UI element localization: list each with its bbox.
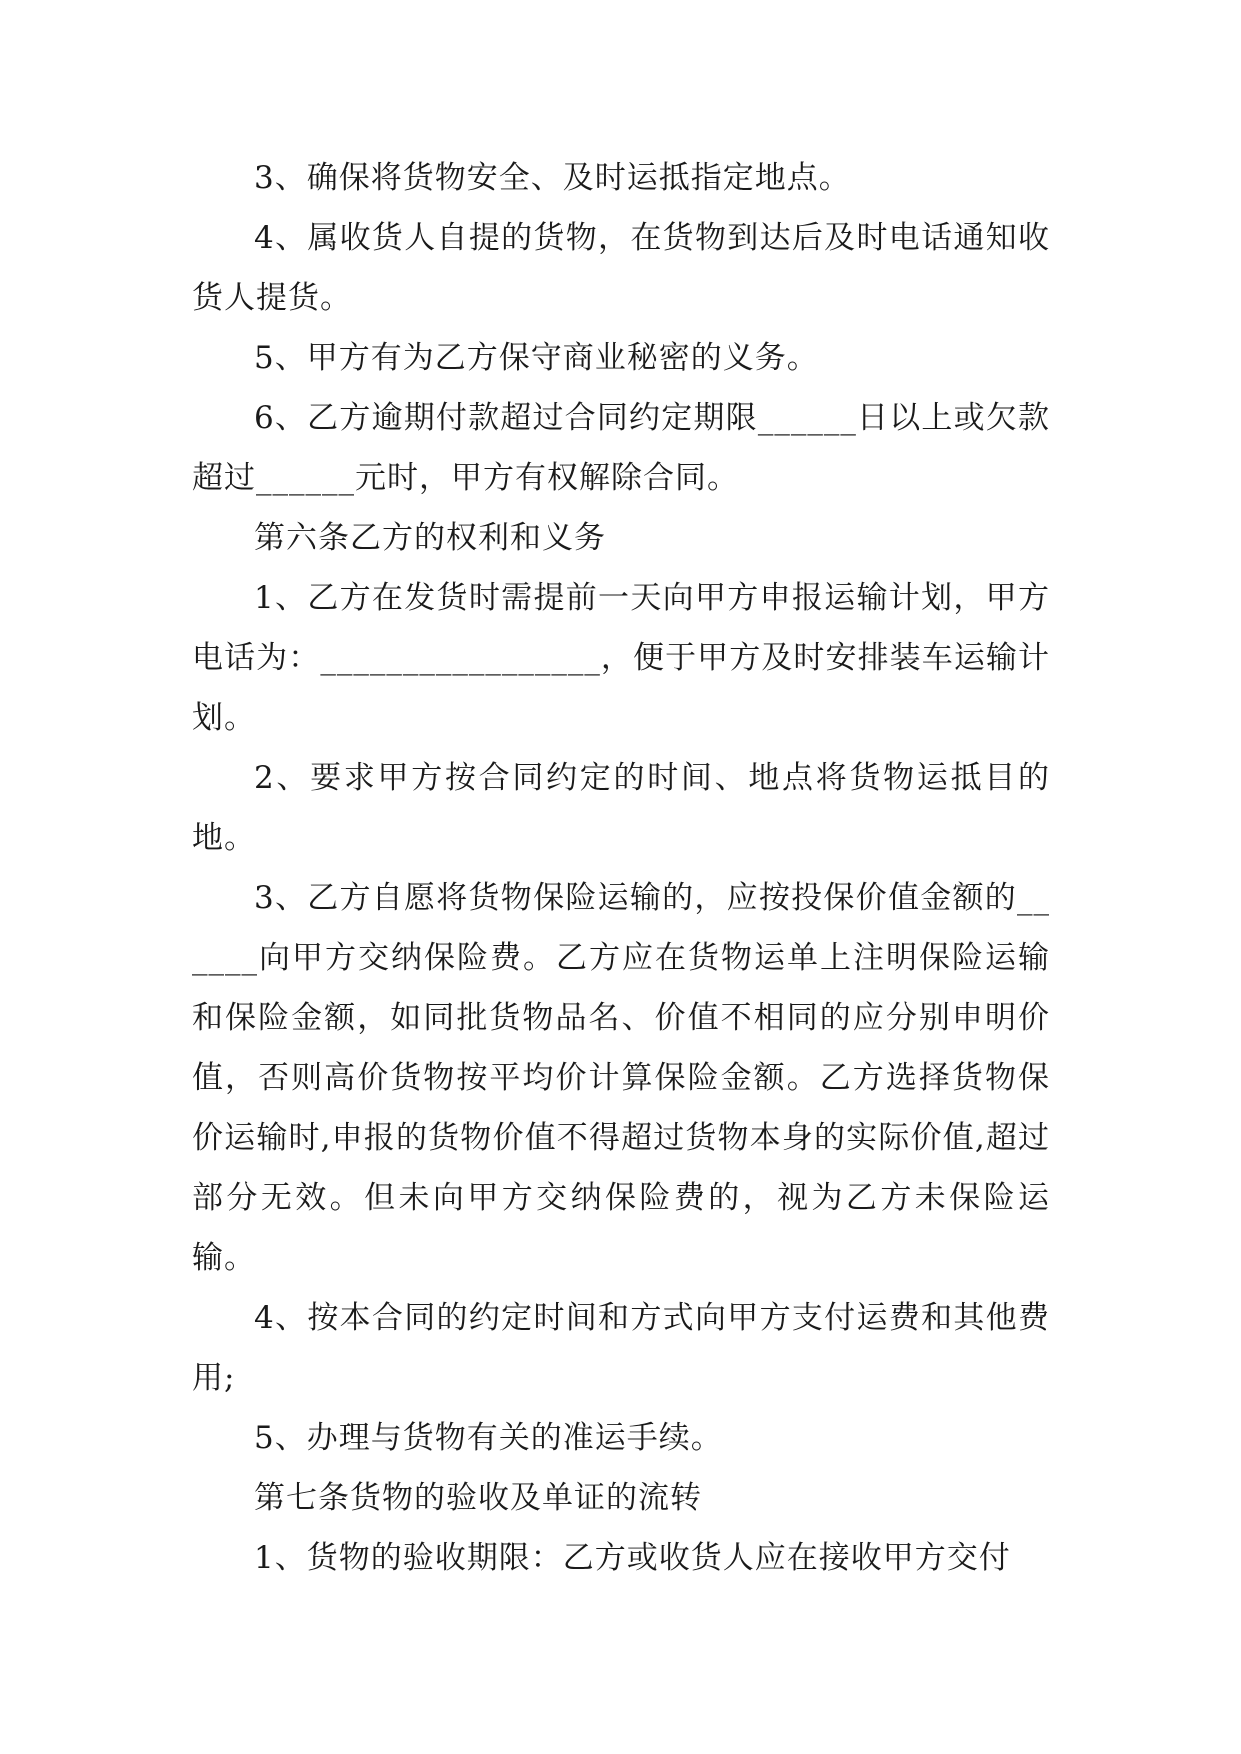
clause-5-item-5: 5、甲方有为乙方保守商业秘密的义务。 bbox=[254, 340, 819, 376]
clause-6-item-2: 2、要求甲方按合同约定的时间、地点将货物运抵目的地。 bbox=[192, 760, 1050, 856]
clause-7-heading: 第七条货物的验收及单证的流转 bbox=[254, 1480, 702, 1516]
clause-5-item-4: 4、属收货人自提的货物，在货物到达后及时电话通知收货人提货。 bbox=[192, 220, 1050, 316]
clause-7-item-1: 1、货物的验收期限：乙方或收货人应在接收甲方交付 bbox=[254, 1540, 1011, 1576]
clause-6-heading: 第六条乙方的权利和义务 bbox=[254, 520, 606, 556]
clause-6-item-3: 3、乙方自愿将货物保险运输的，应按投保价值金额的______向甲方交纳保险费。乙方应在货物运单上注明保险运输和保险金额，如同批货物品名、价值不相同的应分别申明价值，否则高价货物按平均价计算保险金额。乙方选择货物保价运输时,申报的货物价值不得超过货物本身的实际价值,超过部分无效。但未向甲方交纳保险费的，视为乙方未保险运输。 bbox=[192, 880, 1050, 1276]
clause-6-item-5: 5、办理与货物有关的准运手续。 bbox=[254, 1420, 723, 1456]
clause-5-item-3: 3、确保将货物安全、及时运抵指定地点。 bbox=[254, 160, 851, 196]
clause-6-item-4: 4、按本合同的约定时间和方式向甲方支付运费和其他费用; bbox=[192, 1300, 1050, 1396]
document-body bbox=[192, 148, 1050, 1588]
clause-5-item-6: 6、乙方逾期付款超过合同约定期限______日以上或欠款超过______元时，甲方有权解除合同。 bbox=[192, 400, 1050, 496]
clause-6-item-1: 1、乙方在发货时需提前一天向甲方申报运输计划，甲方电话为：_________________，便于甲方及时安排装车运输计划。 bbox=[192, 580, 1050, 736]
